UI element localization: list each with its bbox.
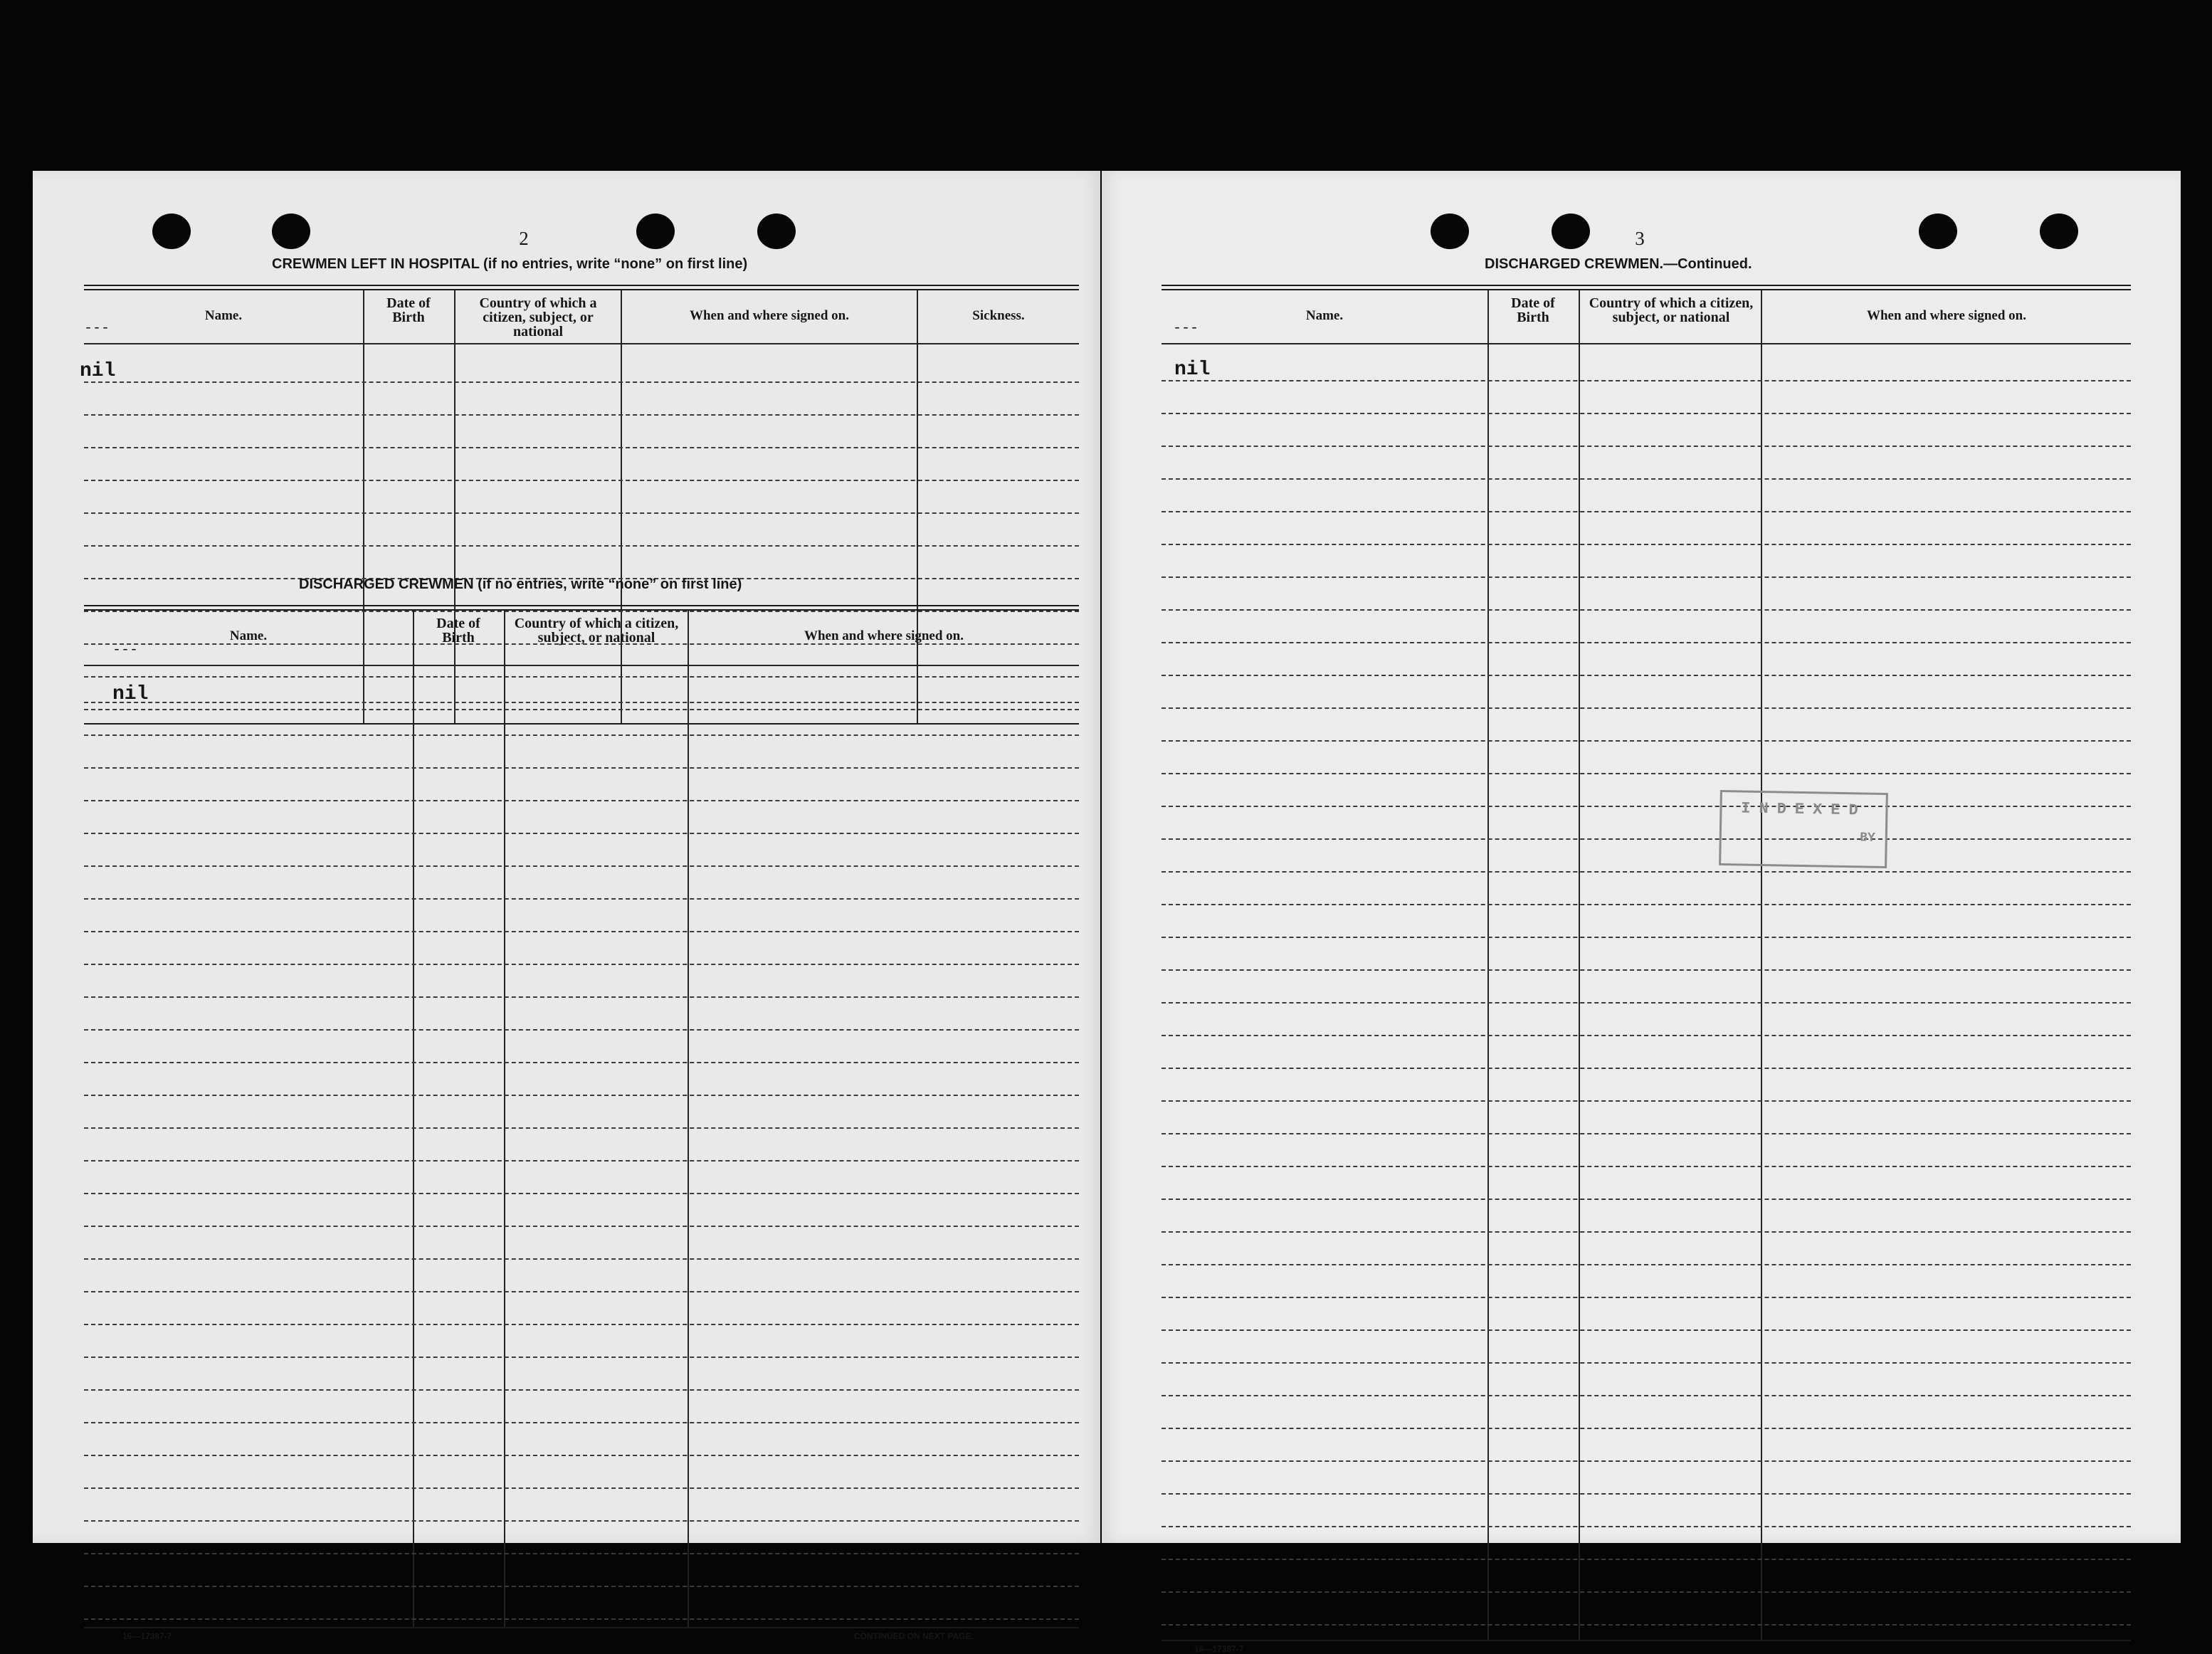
writing-line (1162, 871, 2131, 873)
writing-line (84, 1062, 1079, 1063)
column-divider (1487, 290, 1489, 1640)
writing-line (84, 1357, 1079, 1358)
writing-line (84, 545, 1079, 547)
form-number: 16—17387-7 (1194, 1644, 1244, 1654)
column-divider (454, 290, 455, 723)
writing-line (84, 1586, 1079, 1587)
writing-line (84, 1291, 1079, 1292)
writing-line (1162, 642, 2131, 643)
punch-hole (2040, 214, 2078, 249)
writing-line (84, 1095, 1079, 1096)
column-header-name: Name. (204, 308, 243, 323)
writing-line (84, 447, 1079, 448)
writing-line (1162, 609, 2131, 611)
punch-hole (1919, 214, 1957, 249)
writing-line (84, 865, 1079, 867)
section-end-rule (1162, 1640, 2131, 1641)
writing-line (1162, 937, 2131, 938)
writing-line (1162, 1297, 2131, 1298)
column-header-signed-on: When and where signed on. (804, 628, 964, 643)
writing-line (1162, 969, 2131, 971)
writing-line (1162, 1231, 2131, 1233)
column-header-signed-on: When and where signed on. (1866, 308, 2026, 323)
discharged-section-title: DISCHARGED CREWMEN (if no entries, write “none” on first line) (299, 576, 742, 592)
page-number: 3 (1635, 228, 1645, 249)
writing-line (84, 898, 1079, 900)
writing-line (84, 734, 1079, 736)
section-end-rule (84, 723, 1079, 725)
column-header-date-of-birth: Date of Birth (386, 295, 431, 325)
writing-line (1162, 707, 2131, 709)
writing-line (84, 1127, 1079, 1129)
indexed-stamp (1719, 790, 1888, 868)
writing-line (84, 833, 1079, 834)
writing-line (1162, 1559, 2131, 1560)
name-entry: nil (1174, 359, 1211, 381)
writing-line (84, 512, 1079, 514)
continued-note: CONTINUED ON NEXT PAGE. (854, 1631, 974, 1641)
writing-line (84, 480, 1079, 481)
writing-line (1162, 1166, 2131, 1167)
section-end-rule (84, 1627, 1079, 1628)
form-number: 16—17387-7 (122, 1631, 172, 1641)
writing-line (1162, 1035, 2131, 1036)
writing-line (84, 1226, 1079, 1227)
writing-line (1162, 544, 2131, 545)
writing-line (1162, 413, 2131, 414)
writing-line (84, 1193, 1079, 1194)
column-header-country: Country of which a citizen, subject, or national (514, 616, 679, 646)
column-divider (621, 290, 622, 723)
writing-line (84, 931, 1079, 932)
writing-line (1162, 675, 2131, 676)
page-number: 2 (519, 228, 529, 249)
column-header-date-of-birth: Date of Birth (436, 616, 480, 646)
title-rule (84, 289, 1079, 290)
stamp-sub: BY (1860, 831, 1875, 846)
header-rule (84, 665, 1079, 666)
writing-line (84, 1258, 1079, 1260)
column-divider (504, 611, 505, 1627)
column-divider (1579, 290, 1580, 1640)
writing-line (1162, 1460, 2131, 1462)
column-header-date-of-birth: Date of Birth (1511, 295, 1555, 325)
writing-line (84, 800, 1079, 801)
column-header-country: Country of which a citizen, subject, or national (1589, 295, 1754, 325)
writing-line (84, 1422, 1079, 1423)
writing-line (84, 676, 1079, 678)
writing-line (1162, 1002, 2131, 1004)
writing-line (1162, 1362, 2131, 1364)
writing-line (84, 414, 1079, 416)
writing-line (84, 1487, 1079, 1489)
right-page (1102, 171, 2181, 1654)
writing-line (1162, 1199, 2131, 1200)
column-header-sickness: Sickness. (972, 308, 1025, 323)
writing-line (1162, 511, 2131, 512)
left-page (33, 171, 1100, 1641)
writing-line (1162, 478, 2131, 480)
punch-hole (272, 214, 310, 249)
column-divider (1761, 290, 1762, 1640)
writing-line (84, 1520, 1079, 1522)
punch-hole (152, 214, 191, 249)
discharged-continued-title: DISCHARGED CREWMEN.—Continued. (1485, 256, 1752, 272)
writing-line (84, 611, 1079, 612)
title-rule (84, 605, 1079, 606)
header-rule (84, 343, 1079, 344)
column-divider (917, 290, 918, 723)
column-header-name: Name. (1305, 308, 1344, 323)
writing-line (1162, 1395, 2131, 1396)
writing-line (1162, 1329, 2131, 1331)
writing-line (1162, 806, 2131, 807)
name-entry: nil (112, 683, 149, 705)
writing-line (1162, 1068, 2131, 1069)
title-rule (84, 609, 1079, 611)
title-rule (84, 285, 1079, 286)
writing-line (1162, 576, 2131, 578)
margin-mark: --- (84, 320, 110, 337)
header-rule (1162, 343, 2131, 344)
writing-line (1162, 1493, 2131, 1495)
column-divider (363, 290, 364, 723)
writing-line (1162, 1428, 2131, 1429)
column-header-country: Country of which a citizen, subject, or national (479, 295, 597, 339)
writing-line (84, 1324, 1079, 1325)
writing-line (1162, 1264, 2131, 1265)
writing-line (84, 709, 1079, 710)
writing-line (1162, 380, 2131, 381)
column-divider (413, 611, 414, 1627)
column-divider (688, 611, 689, 1627)
title-rule (1162, 285, 2131, 286)
writing-line (84, 996, 1079, 998)
writing-line (1162, 773, 2131, 774)
column-header-signed-on: When and where signed on. (689, 308, 849, 323)
punch-hole (1431, 214, 1469, 249)
writing-line (84, 1618, 1079, 1620)
writing-line (84, 1455, 1079, 1456)
writing-line (1162, 740, 2131, 742)
name-entry: nil (80, 360, 116, 382)
writing-line (84, 1160, 1079, 1162)
margin-mark: --- (1173, 320, 1199, 337)
writing-line (1162, 1591, 2131, 1593)
column-header-name: Name. (229, 628, 268, 643)
hospital-section-title: CREWMEN LEFT IN HOSPITAL (if no entries, write “none” on first line) (272, 256, 748, 272)
writing-line (84, 767, 1079, 769)
writing-line (84, 381, 1079, 383)
punch-hole (757, 214, 796, 249)
writing-line (1162, 446, 2131, 447)
writing-line (1162, 1100, 2131, 1102)
stamp-text: INDEXED (1741, 799, 1867, 820)
writing-line (1162, 1624, 2131, 1626)
writing-line (84, 1553, 1079, 1554)
margin-mark: --- (112, 642, 139, 658)
writing-line (84, 1029, 1079, 1031)
writing-line (84, 1389, 1079, 1391)
title-rule (1162, 289, 2131, 290)
writing-line (1162, 1526, 2131, 1527)
punch-hole (636, 214, 675, 249)
writing-line (1162, 904, 2131, 905)
writing-line (1162, 838, 2131, 840)
writing-line (84, 702, 1079, 703)
writing-line (84, 964, 1079, 965)
punch-hole (1552, 214, 1590, 249)
writing-line (1162, 1133, 2131, 1134)
